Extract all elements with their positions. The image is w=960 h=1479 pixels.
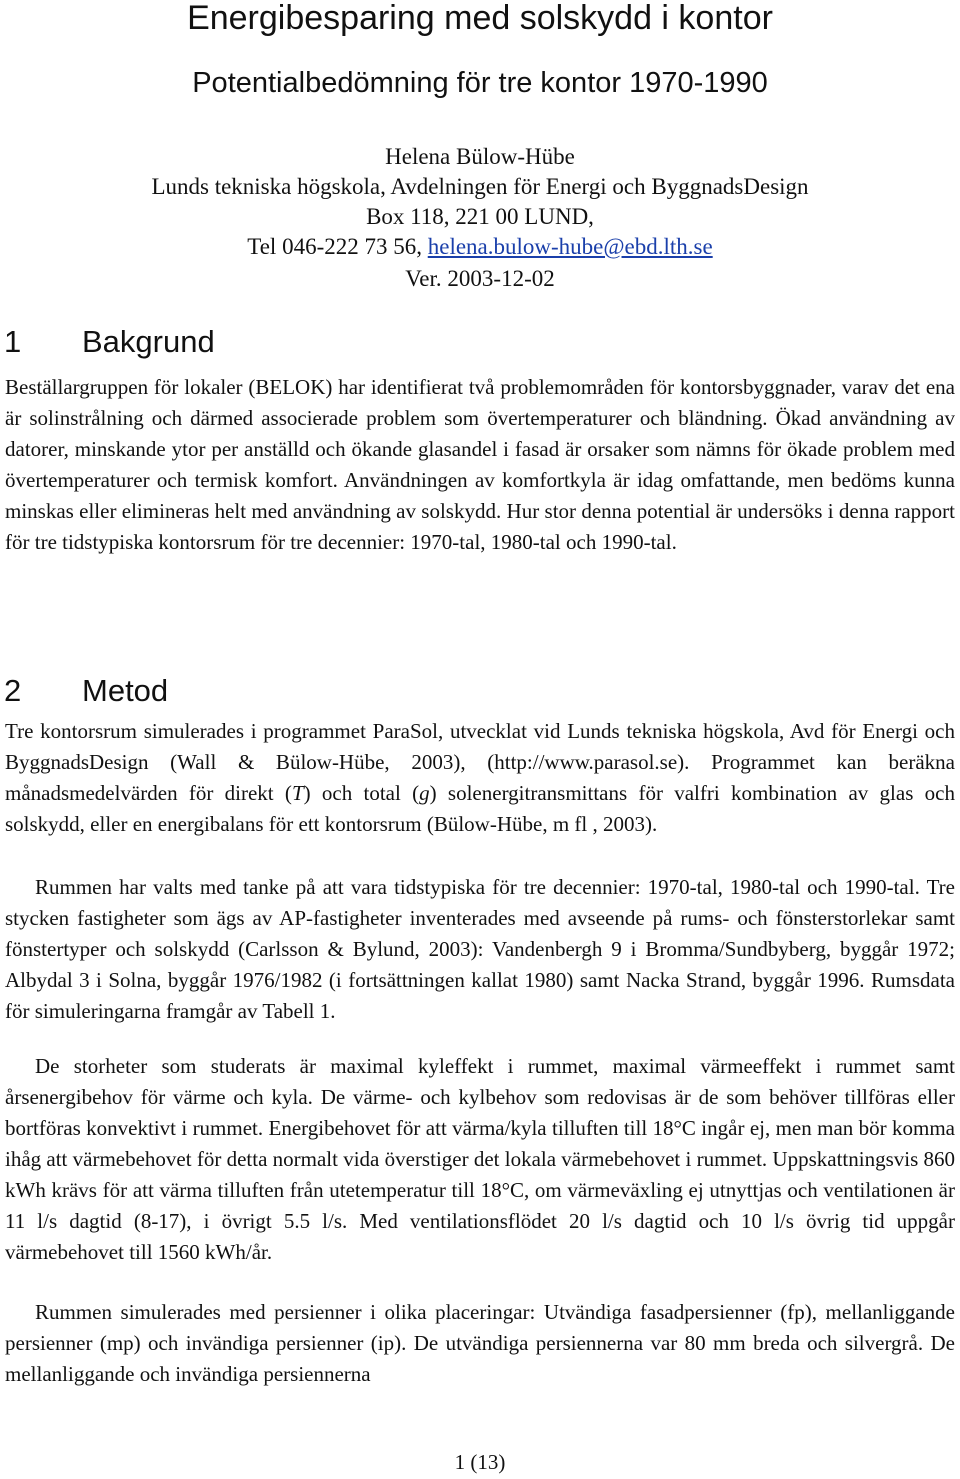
bakgrund-paragraph: Beställargruppen för lokaler (BELOK) har identifierat två problemområden för kontorsbyggnader, varav det ena är solinstrålning och därmed associerade problem som övertemperaturer och bländning. Ökad användning av datorer, minskande ytor per anställd och ökande glasandel i fasad är orsaker som nämns för ökade problem med övertemperaturer och termisk komfort. Användningen av komfortkyla är idag omfattande, men bedöms kunna minskas eller elimineras helt med användning av solskydd. Hur stor denna potential är undersöks i denna rapport för tre tidstypiska kontorsrum för tre decennier: 1970-tal, 1980-tal och 1990-tal.	[5, 375, 955, 554]
section-heading-metod	[4, 674, 168, 708]
document-subtitle: Potentialbedömning för tre kontor 1970-1990	[192, 67, 768, 99]
author-tel: Tel 046-222 73 56,	[247, 234, 428, 259]
author-contact	[0, 234, 960, 260]
paragraph-text: ) och total (	[303, 781, 420, 805]
symbol-t: T	[291, 781, 304, 805]
document-version: Ver. 2003-12-02	[405, 266, 555, 291]
author-email-link[interactable]: helena.bulow-hube@ebd.lth.se	[427, 234, 713, 259]
author-name: Helena Bülow-Hübe	[385, 144, 575, 169]
metod-paragraph-2: Rummen har valts med tanke på att vara tidstypiska för tre decennier: 1970-tal, 1980-tal och 1990-tal. Tre stycken fastigheter som ägs av AP-fastigheter inventerades med avseende på rums- och fönsterstorlekar samt fönstertyper och solskydd (Carlsson & Bylund, 2003): Vandenbergh 9 i Bromma/Sundbyberg, byggår 1972; Albydal 3 i Solna, byggår 1976/1982 (i fortsättningen kallat 1980) samt Nacka Strand, byggår 1996. Rumsdata för simuleringarna framgår av Tabell 1.	[5, 875, 955, 1023]
metod-paragraph-1	[5, 716, 955, 840]
page-number: 1 (13)	[454, 1450, 506, 1474]
document-title: Energibesparing med solskydd i kontor	[187, 0, 773, 37]
section-number: 1	[4, 324, 22, 359]
paragraph-text: ) solenergitransmittans för valfri kombination av glas och solskydd, eller en energibalans för ett kontorsrum (Bülow-Hübe, m fl , 2003).	[5, 781, 956, 836]
section-number: 2	[4, 673, 22, 708]
symbol-g: g	[419, 781, 430, 805]
author-address: Box 118, 221 00 LUND,	[366, 204, 594, 229]
paragraph-text: Tre kontorsrum simulerades i programmet ParaSol, utvecklat vid Lunds tekniska högskola, Avd för Energi och ByggnadsDesign (Wall & Bülow-Hübe, 2003), (http://www.parasol.se). Programmet kan beräkna månadsmedelvärden för direkt (	[5, 719, 955, 805]
metod-paragraph-4: Rummen simulerades med persienner i olika placeringar: Utvändiga fasadpersienner (fp), mellanliggande persienner (mp) och invändiga persienner (ip). De utvändiga persiennerna var 80 mm breda och silvergrå. De mellanliggande och invändiga persiennerna	[5, 1300, 955, 1386]
section-title: Bakgrund	[82, 324, 215, 359]
section-title: Metod	[82, 673, 169, 708]
metod-paragraph-3: De storheter som studerats är maximal kyleffekt i rummet, maximal värmeeffekt i rummet samt årsenergibehov för värme och kyla. De värme- och kylbehov som redovisas är de som behöver tillföras eller bortföras konvektivt i rummet. Energibehovet för att värma/kyla tilluften till 18°C ingår ej, men man bör komma ihåg att värmebehovet för detta normalt vida överstiger det lokala värmebehovet i rummet. Uppskattningsvis 860 kWh krävs för att värma tilluften från utetemperatur till 18°C, om värmeväxling ej utnyttjas och ventilationen är 11 l/s dagtid (8-17), i övrigt 5.5 l/s. Med ventilationsflödet 20 l/s dagtid och 10 l/s övrig tid uppgår värmebehovet till 1560 kWh/år.	[5, 1054, 955, 1264]
section-heading-bakgrund	[4, 325, 215, 359]
author-affiliation: Lunds tekniska högskola, Avdelningen för Energi och ByggnadsDesign	[151, 174, 809, 199]
